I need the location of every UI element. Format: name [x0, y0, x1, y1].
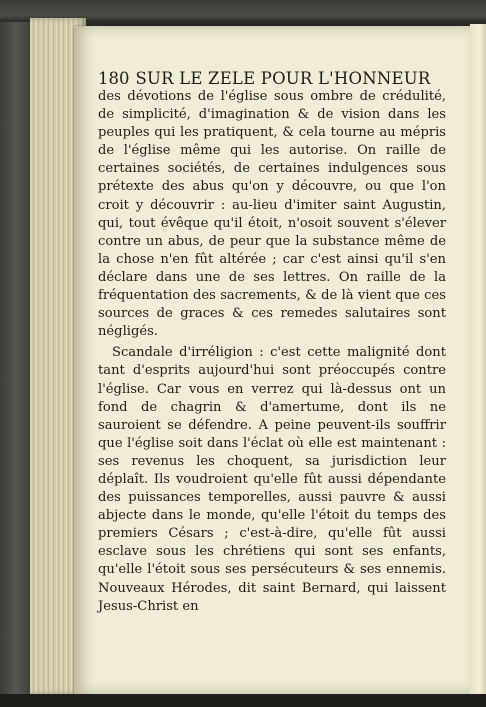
page-number: 180: [98, 69, 130, 88]
page-header: [98, 69, 458, 88]
paragraph: Scandale d'irréligion : c'est cette malignité dont tant d'esprits aujourd'hui sont préoccupés contre l'église. Car vous en verrez qui là-dessus ont un fond de chagrin & d'amertume, dont ils ne sauroient se défendre. A peine peuvent-ils souffrir que l'église soit dans l'éclat où elle est maintenant : ses revenus les choquent, sa jurisdiction leur déplaît. Ils voudroient qu'elle fût aussi dépendante des puissances temporelles, aussi pauvre & aussi abjecte dans le monde, qu'elle l'étoit du temps des premiers Césars ; c'est-à-dire, qu'elle fût aussi esclave sous les chrétiens qui sont ses enfants, qu'elle l'étoit sous ses persécuteurs & ses ennemis. Nouveaux Hérodes, dit saint Bernard, qui laissent Jesus-Christ en: [98, 345, 446, 614]
paragraph: des dévotions de l'église sous ombre de crédulité, de simplicité, d'imagination & de vision dans les peuples qui les pratiquent, & cela tourne au mépris de l'église même qui les autorise. On raille de certaines sociétés, de certaines indulgences sous prétexte des abus qu'on y découvre, ou que l'on croit y découvrir : au-lieu d'imiter saint Augustin, qui, tout évêque qu'il étoit, n'osoit souvent s'élever contre un abus, de peur que la substance même de la chose n'en fût altérée ; car c'est ainsi qu'il s'en déclare dans une de ses lettres. On raille de la fréquentation des sacrements, & de là vient que ces sources de graces & ces remedes salutaires sont négligés.: [98, 89, 446, 340]
running-head: SUR LE ZELE POUR L'HONNEUR: [135, 69, 431, 88]
bottom-shadow: [0, 694, 486, 707]
body-text: [98, 88, 446, 616]
facing-page-edge: [470, 24, 486, 698]
